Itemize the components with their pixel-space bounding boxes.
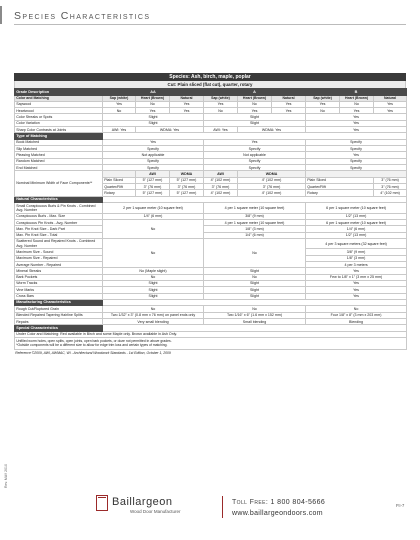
- row-label: Slip Matched: [15, 146, 103, 152]
- row-label: Scattered Sound and Repaired Knots - Combined Avg. Number: [15, 238, 103, 248]
- table-cell: Slight: [204, 268, 306, 274]
- table-cell: 4" (102 mm): [238, 177, 306, 183]
- table-cell: Yes: [103, 139, 204, 145]
- row-label: Pleasing Matched: [15, 152, 103, 158]
- footnote: Unfilled worm holes, open splits, open joints, open bark pockets, or doze not permitted in above grades.: [16, 339, 172, 344]
- row-label: Sapwood: [15, 101, 103, 107]
- table-cell: 1/2" (13 mm): [306, 232, 407, 238]
- footnotes: [15, 338, 407, 350]
- row-label: Maximum Size - Repaired: [15, 255, 103, 261]
- table-cell: 5" (127 mm): [170, 190, 204, 196]
- toll-free-phone: [232, 499, 325, 506]
- footnote: *Outside components will be a different size to allow for edge trim loss and certain types of matching.: [16, 343, 168, 348]
- logo-roof-shape: [98, 497, 106, 502]
- table-cell: Slight: [103, 293, 204, 299]
- table-row: [15, 238, 407, 248]
- table-cell: Yes: [204, 101, 238, 107]
- table-cell: 3" (76 mm): [136, 184, 170, 190]
- table-cell: 3/8" (9 mm): [306, 249, 407, 255]
- table-cell: Slight: [204, 280, 306, 286]
- row-label: Color Variation: [15, 120, 103, 126]
- page-number: P.I-7: [396, 503, 405, 508]
- col-sap: Sap (white): [306, 95, 340, 101]
- table-cell: WDMA: Yes: [136, 126, 204, 132]
- row-label: Book Matched: [15, 139, 103, 145]
- table-cell: 5" (127 mm): [136, 177, 170, 183]
- table-cell: Rotary: [103, 190, 136, 196]
- page-edge-tab: [0, 6, 2, 24]
- row-label: Average Number - Repaired: [15, 261, 103, 267]
- table-cell: 4" (102 mm): [238, 190, 306, 196]
- table-cell: 3/8" (9 mm): [204, 213, 306, 219]
- table-cell: No: [136, 101, 170, 107]
- reference-note: Reference ©2009, AWI, AWMAC, WI - Architectural Woodwork Standards - 1st Edition, October 1, 2009: [15, 350, 171, 355]
- width-col-awi: AWI: [204, 171, 238, 177]
- baillargeon-logo-icon: [96, 495, 108, 511]
- table-cell: 1/2" (13 mm): [306, 213, 407, 219]
- table-cell: 1/4" (6 mm): [204, 232, 306, 238]
- row-label: Repairs: [15, 318, 103, 324]
- footer-divider: [222, 496, 223, 518]
- section-label: Natural Characteristics: [15, 196, 103, 203]
- col-natural: Natural: [170, 95, 204, 101]
- table-cell: No: [103, 219, 204, 238]
- table-cell: Two 1/16" x 6" (1.6 mm x 152 mm): [204, 312, 306, 318]
- table-cell: 2 per 1 square meter (10 square feet): [103, 203, 204, 213]
- table-cell: Yes: [306, 293, 407, 299]
- table-cell: Slight: [103, 287, 204, 293]
- table-cell: Slight: [204, 293, 306, 299]
- row-label: Vine Marks: [15, 287, 103, 293]
- table-cell: 1/8" (3 mm): [306, 255, 407, 261]
- website-link[interactable]: www.baillargeondoors.com: [232, 510, 323, 517]
- table-cell: Yes: [306, 101, 340, 107]
- table-cell: Yes: [204, 139, 306, 145]
- table-cell: Specify: [204, 165, 306, 171]
- table-cell: 4" (102 mm): [204, 177, 238, 183]
- table-cell: Yes: [340, 108, 374, 114]
- row-label: Max. Pin Knot Size - Total: [15, 232, 103, 238]
- table-cell: Yes: [306, 268, 407, 274]
- table-cell: Two 1/32" x 3" (0.8 mm x 76 mm) on panel ends only: [103, 312, 204, 318]
- table-cell: 1/8" (3 mm): [204, 226, 306, 232]
- table-cell: Yes: [136, 108, 170, 114]
- table-cell: 3" (76 mm): [238, 184, 306, 190]
- col-natural: Natural: [272, 95, 306, 101]
- table-cell: 4 per 1 square meter (10 square feet): [204, 219, 306, 225]
- table-cell: 3" (76 mm): [170, 184, 204, 190]
- characteristics-table: [14, 88, 407, 350]
- row-label: Color Streaks or Spots: [15, 114, 103, 120]
- section-label: Type of Matching: [15, 133, 103, 140]
- table-cell: Not applicable: [204, 152, 306, 158]
- table-cell: Specify: [306, 165, 407, 171]
- row-label: Bark Pockets: [15, 274, 103, 280]
- color-header-label: Color and Matching: [15, 95, 103, 101]
- table-cell: Quarter/Rift: [103, 184, 136, 190]
- row-label: Mineral Streaks: [15, 268, 103, 274]
- table-cell: Blending: [306, 318, 407, 324]
- grade-header-label: Grade Description: [15, 88, 103, 95]
- table-cell: No: [204, 108, 238, 114]
- table-cell: No: [204, 306, 306, 312]
- row-label: Small Conspicuous Burls & Pin Knots - Combined Avg. Number: [15, 203, 103, 213]
- table-cell: Quarter/Rift: [306, 184, 374, 190]
- table-row: [15, 338, 407, 350]
- table-cell: Specify: [103, 165, 204, 171]
- row-label: Rough Cut/Ruptured Grain: [15, 306, 103, 312]
- grade-b: B: [306, 88, 407, 95]
- table-cell: Yes: [306, 280, 407, 286]
- row-label: Heartwood: [15, 108, 103, 114]
- table-cell: No: [103, 306, 204, 312]
- table-cell: No: [103, 274, 204, 280]
- cut-title: Cut: Plain sliced (flat cut), quarter, rotary: [14, 81, 406, 88]
- table-cell: Specify: [204, 158, 306, 164]
- species-title: Species: Ash, birch, maple, poplar: [14, 73, 406, 81]
- width-col-wdma: WDMA: [238, 171, 306, 177]
- table-cell: No: [103, 238, 204, 267]
- table-cell: 6 per 1 square meter (10 square feet): [306, 219, 407, 225]
- table-cell: Specify: [204, 146, 306, 152]
- col-sap: Sap (white): [103, 95, 136, 101]
- table-cell: 4" (102 mm): [374, 190, 407, 196]
- table-cell: Not applicable: [103, 152, 204, 158]
- table-cell: No: [204, 238, 306, 267]
- table-cell: Yes: [306, 287, 407, 293]
- table-cell: No (Maple slight): [103, 268, 204, 274]
- width-col-awi: AWI: [136, 171, 170, 177]
- table-cell: No: [238, 101, 272, 107]
- table-cell: No: [340, 101, 374, 107]
- table-cell: Very small blending: [103, 318, 204, 324]
- col-heart: Heart (Brown): [136, 95, 170, 101]
- row-label: Conspicuous Burls - Max. Size: [15, 213, 103, 219]
- table-cell: Slight: [204, 114, 306, 120]
- row-label: Worm Tracks: [15, 280, 103, 286]
- grade-a: A: [204, 88, 306, 95]
- table-cell: No: [103, 108, 136, 114]
- table-cell: 4 per 3 meters: [306, 261, 407, 267]
- section-label: Manufacturing Characteristics: [15, 299, 103, 306]
- table-cell: 5" (127 mm): [136, 190, 170, 196]
- table-cell: Yes: [306, 152, 407, 158]
- row-label: Nominal Minimum Width of Face Components**: [15, 171, 103, 196]
- table-cell: No: [204, 274, 306, 280]
- col-sap: Sap (white): [204, 95, 238, 101]
- table-cell: 5" (127 mm): [170, 177, 204, 183]
- table-cell: Yes: [306, 114, 407, 120]
- phone-label: Toll Free:: [232, 499, 269, 506]
- width-col-wdma: WDMA: [170, 171, 204, 177]
- table-cell: 4" (102 mm): [204, 190, 238, 196]
- table-cell: Yes: [306, 126, 407, 132]
- table-cell: WDMA: Yes: [238, 126, 306, 132]
- table-cell: Rotary: [306, 190, 374, 196]
- table-cell: Yes: [103, 101, 136, 107]
- page-title: Species Characteristics: [14, 10, 151, 22]
- title-rule: [14, 24, 406, 25]
- table-cell: AWI: Yes: [204, 126, 238, 132]
- row-label: End Matched: [15, 165, 103, 171]
- col-heart: Heart (Brown): [340, 95, 374, 101]
- table-cell: No: [306, 306, 407, 312]
- phone-number: 1 800 804-5666: [270, 499, 326, 506]
- table-cell: Four 1/8" x 8" (3 mm x 203 mm): [306, 312, 407, 318]
- table-cell: No: [306, 108, 340, 114]
- table-cell: 3" (76 mm): [374, 177, 407, 183]
- table-cell: 4 per 3 square meters (32 square feet): [306, 238, 407, 248]
- species-table: [14, 73, 406, 356]
- table-cell: 1/4" (6 mm): [306, 226, 407, 232]
- table-cell: Yes: [170, 108, 204, 114]
- table-cell: AWI: Yes: [103, 126, 136, 132]
- row-label: Random Matched: [15, 158, 103, 164]
- table-cell: Specify: [306, 139, 407, 145]
- table-row: [15, 203, 407, 213]
- table-cell: Yes: [272, 101, 306, 107]
- table-cell: Slight: [204, 287, 306, 293]
- table-cell: Yes: [374, 108, 407, 114]
- col-heart: Heart (Brown): [238, 95, 272, 101]
- section-label: Special Characteristics: [15, 325, 103, 332]
- table-cell: 3" (76 mm): [204, 184, 238, 190]
- row-label: Blended Repaired Tapering Hairline Splits: [15, 312, 103, 318]
- table-cell: Plain Sliced: [306, 177, 374, 183]
- table-cell: Yes: [272, 108, 306, 114]
- table-cell: Yes: [306, 120, 407, 126]
- table-cell: Slight: [103, 114, 204, 120]
- table-cell: 4 per 1 square meter (10 square feet): [204, 203, 306, 213]
- table-cell: Yes: [374, 101, 407, 107]
- table-cell: Few to 1/8" x 1" (3 mm x 25 mm): [306, 274, 407, 280]
- special-note: Under Color and Matching: Red available in Birch and some Maple only. Brown available in Ash Only.: [15, 331, 407, 337]
- table-cell: Slight: [103, 120, 204, 126]
- table-cell: Specify: [306, 158, 407, 164]
- col-natural: Natural: [374, 95, 407, 101]
- table-cell: Slight: [204, 120, 306, 126]
- row-label: Sharp Color Contrasts at Joints: [15, 126, 103, 132]
- row-label: Conspicuous Pin Knots - Avg. Number: [15, 219, 103, 225]
- table-cell: Yes: [238, 108, 272, 114]
- grade-aa: AA: [103, 88, 204, 95]
- row-label: Maximum Size - Sound: [15, 249, 103, 255]
- table-cell: Slight: [103, 280, 204, 286]
- table-cell: Specify: [103, 146, 204, 152]
- table-cell: Small blending: [204, 318, 306, 324]
- row-label: Max. Pin Knot Size - Dark Part: [15, 226, 103, 232]
- table-cell: 1/4" (6 mm): [103, 213, 204, 219]
- table-cell: Plain Sliced: [103, 177, 136, 183]
- table-cell: Yes: [170, 101, 204, 107]
- table-cell: Specify: [103, 158, 204, 164]
- table-cell: 3" (76 mm): [374, 184, 407, 190]
- brand-name: Baillargeon: [112, 496, 173, 508]
- table-cell: Specify: [306, 146, 407, 152]
- brand-subtitle: Wood Door Manufacturer: [130, 509, 181, 514]
- table-cell: 6 per 1 square meter (10 square feet): [306, 203, 407, 213]
- revision-note: Rev. MAY 2010: [4, 464, 8, 488]
- row-label: Cross Bars: [15, 293, 103, 299]
